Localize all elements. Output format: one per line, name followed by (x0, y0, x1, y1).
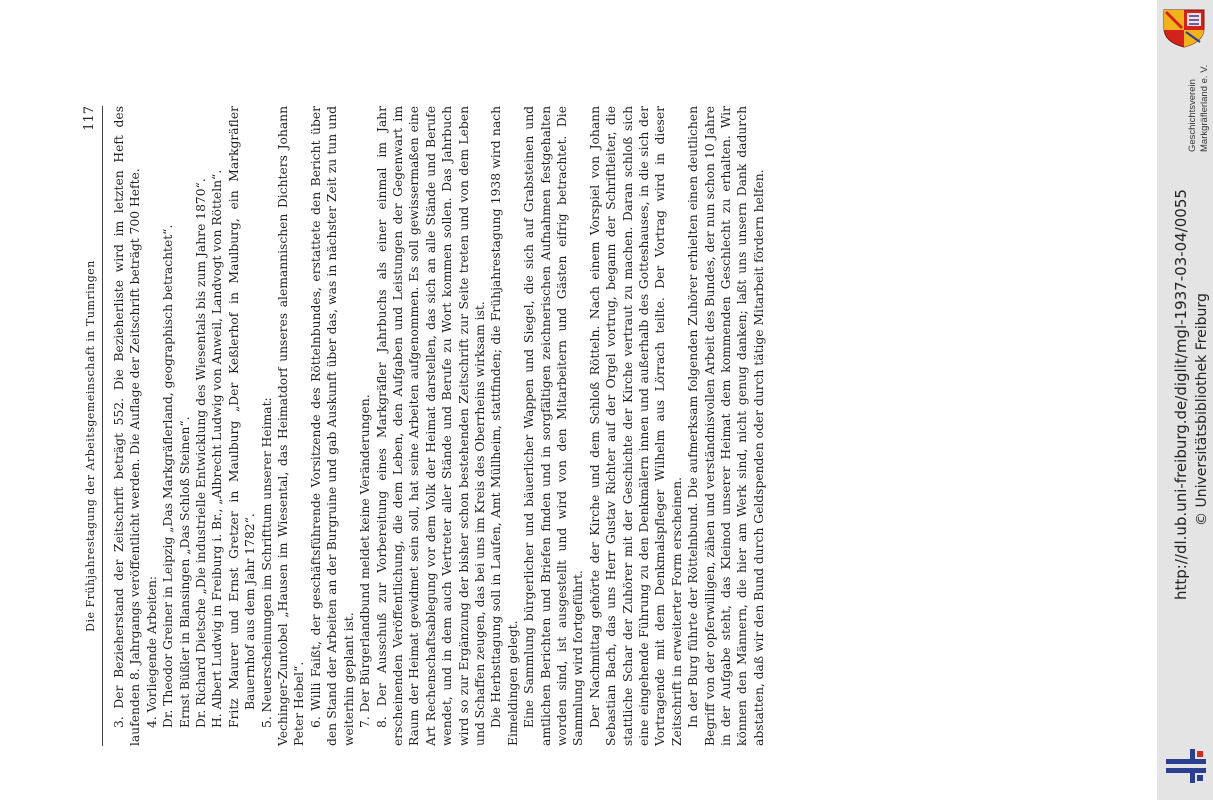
body-paragraph: 5. Neuerscheinungen im Schrifttum unserer Heimat: (259, 397, 274, 728)
body-paragraph: 3. Der Bezieherstand der Zeitschrift beträgt 552. Die Bezieherliste wird im letzten Heft des laufenden 8. Jahrgangs veröffentlicht werden. Die Auflage der Zeitschrift beträgt 700 Hefte. (112, 106, 143, 746)
body-paragraph: Dr. Theodor Greiner in Leipzig „Das Markgräflerland, geographisch betrachtet“. (161, 224, 176, 728)
page-number: 117 (82, 106, 97, 131)
society-name-line2: Markgräflerland e. V. (1199, 64, 1210, 152)
page-content (82, 106, 767, 746)
running-head (82, 106, 103, 746)
body-paragraph: H. Albert Ludwig in Freiburg i. Br., „Albrecht Ludwig von Anweil, Landvogt von Rötteln“. (210, 169, 225, 728)
body-paragraph: Dr. Richard Dietsche „Die industrielle Entwicklung des Wiesentals bis zum Jahre 1870“. (194, 178, 209, 728)
body-paragraph: Die Herbsttagung soll in Laufen, Amt Müllheim, stattfinden; die Frühjahrestagung 1938 wird nach Eimeldingen gelegt. (489, 106, 520, 746)
body-paragraph: Vechinger-Zuntobel „Hausen im Wiesental, das Heimatdorf unseres alemannischen Dichters Johann Peter Hebel“. (276, 106, 307, 746)
permalink-url[interactable]: http://dl.ub.uni-freiburg.de/diglit/mgl-1937-03-04/0055 (1172, 189, 1190, 600)
body-paragraph: Ernst Büßler in Blansingen „Das Schloß Steinen“. (177, 416, 192, 728)
society-name-line1: Geschichtsverein (1187, 79, 1198, 152)
body-paragraph: Der Nachmittag gehörte der Kirche und dem Schloß Rötteln. Nach einem Vorspiel von Johann Sebastian Bach, das uns Herr Gustav Richter auf der Orgel vortrug, begann der Schriftleiter, die stattliche Schar der Zuhörer mit der Geschichte der Kirche vertraut zu machen. Daran schloß sich eine eingehende Führung zu den Denkmälern innen und außerhalb des Gotteshauses, in die sich der Vortragende mit dem Denkmalspfleger Wilhelm aus Lörrach teilte. Der Vortrag wird in dieser Zeitschrift in erweiterter Form erscheinen. (587, 106, 684, 746)
running-head-title: Die Frühjahrestagung der Arbeitsgemeinschaft in Tumringen (84, 260, 97, 632)
body-paragraph: 7. Der Bürgerlandbund meldet keine Veränderungen. (358, 394, 373, 728)
body-paragraph: 4. Vorliegende Arbeiten: (144, 575, 159, 728)
coat-of-arms-icon (1161, 8, 1207, 48)
body-paragraph: 8. Der Ausschuß zur Vorbereitung eines Markgräfler Jahrbuchs als einer einmal im Jahr erscheinenden Veröffentlichung, die dem Leben, den Aufgaben und Leistungen der Gegenwart im Raum der Heimat gewidmet sein soll, hat seine Arbeiten aufgenommen. Es soll gewissermaßen eine Art Rechenschaftsablegung vor dem Volk der Heimat darstellen, das sich an alle Stände und Berufe wendet, und in dem auch Vertreter aller Stände und Berufe zu Wort kommen sollen. Das Jahrbuch wird so zur Ergänzung der bisher schon bestehenden Zeitschrift zur Seite treten und von dem Leben und Schaffen zeugen, das bei uns im Kreis des Oberrheins wirksam ist. (374, 106, 487, 746)
body-paragraph: Fritz Maurer und Ernst Gretzer in Maulburg „Der Keßlerhof in Maulburg, ein Markgräfler Bauernhof aus dem Jahr 1782“. (226, 106, 258, 728)
body-text (111, 106, 767, 746)
body-paragraph: 6. Willi Faißt, der geschäftsführende Vorsitzende des Röttelnbundes, erstattete den Bericht über den Stand der Arbeiten an der Burgruine und gab Auskunft über das, was in nächster Zeit zu tun und weiterhin geplant ist. (308, 106, 356, 746)
body-paragraph: Eine Sammlung bürgerlicher und bäuerlicher Wappen und Siegel, die sich auf Grabsteinen und amtlichen Berichten und Briefen finden und in sorgfältigen zeichnerischen Aufnahmen festgehalten worden sind, ist ausgestellt und wird von den Mitarbeitern und Gästen eifrig betrachtet. Die Sammlung wird fortgeführt. (522, 106, 586, 746)
copyright-notice: © Universitätsbibliothek Freiburg (1194, 293, 1210, 526)
university-library-logo-icon (1164, 745, 1208, 785)
body-paragraph: In der Burg führte der Röttelnbund. Die aufmerksam folgenden Zuhörer erhielten einen deutlichen Begriff von der opferwilligen, zähen und verständnisvollen Arbeit des Bundes, der nun schon 10 Jahre in der Aufgabe steht, das Kleinod unserer Heimat dem kommenden Geschlecht zu erhalten. Wir können den Männern, die hier am Werk sind, nicht genug danken; laßt uns unsern Dank dadurch abstatten, daß wir den Bund durch Geldspenden oder durch tätige Mitarbeit fördern helfen. (686, 106, 766, 746)
